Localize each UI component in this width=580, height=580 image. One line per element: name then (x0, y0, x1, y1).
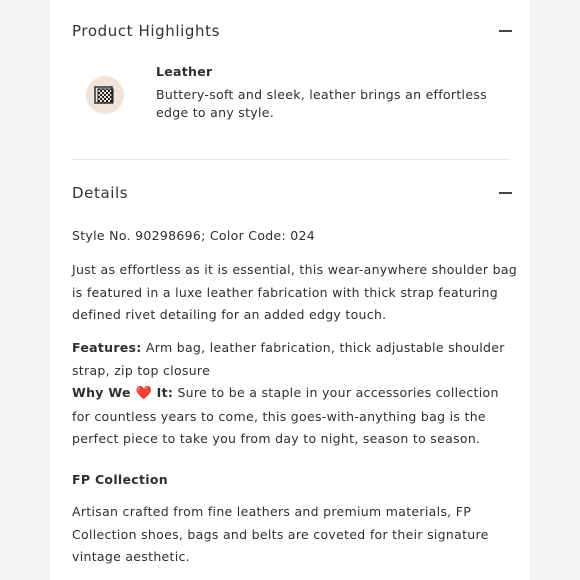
details-title: Details (72, 184, 129, 202)
heart-icon: ❤️ (135, 386, 152, 401)
collection-description: Artisan crafted from fine leathers and premium materials, FP Collection shoes, bags and belts are coveted for their signature vintage aesthetic. (72, 504, 489, 564)
highlight-description: Buttery-soft and sleek, leather brings an effortless edge to any style. (156, 87, 487, 120)
why-it-text: It: (156, 385, 174, 400)
features-text: Arm bag, leather fabrication, thick adjustable shoulder strap, zip top closure (72, 340, 505, 378)
collection-title: FP Collection (72, 472, 168, 487)
product-description: Just as effortless as it is essential, this wear-anywhere shoulder bag is featured in a luxe leather fabrication with thick strap featuring defined rivet detailing for an added edgy touch. (72, 262, 518, 322)
highlights-accordion-header[interactable] (72, 19, 512, 43)
leather-swatch-icon (86, 76, 124, 114)
section-divider (72, 159, 510, 160)
details-accordion-header[interactable] (72, 181, 512, 205)
why-we-label (72, 385, 173, 400)
features-label: Features: (72, 340, 142, 355)
collapse-minus-icon[interactable] (499, 30, 512, 32)
collapse-minus-icon[interactable] (499, 192, 512, 194)
highlight-title: Leather (156, 64, 213, 79)
highlights-title: Product Highlights (72, 22, 221, 40)
features-block (72, 337, 518, 451)
why-we-text: Why We (72, 385, 131, 400)
product-info-panel (50, 0, 530, 580)
style-number: Style No. 90298696; Color Code: 024 (72, 228, 316, 243)
why-text: Sure to be a staple in your accessories collection for countless years to come, this goes-with-anything bag is the perfect piece to take you from day to night, season to season. (72, 385, 499, 446)
